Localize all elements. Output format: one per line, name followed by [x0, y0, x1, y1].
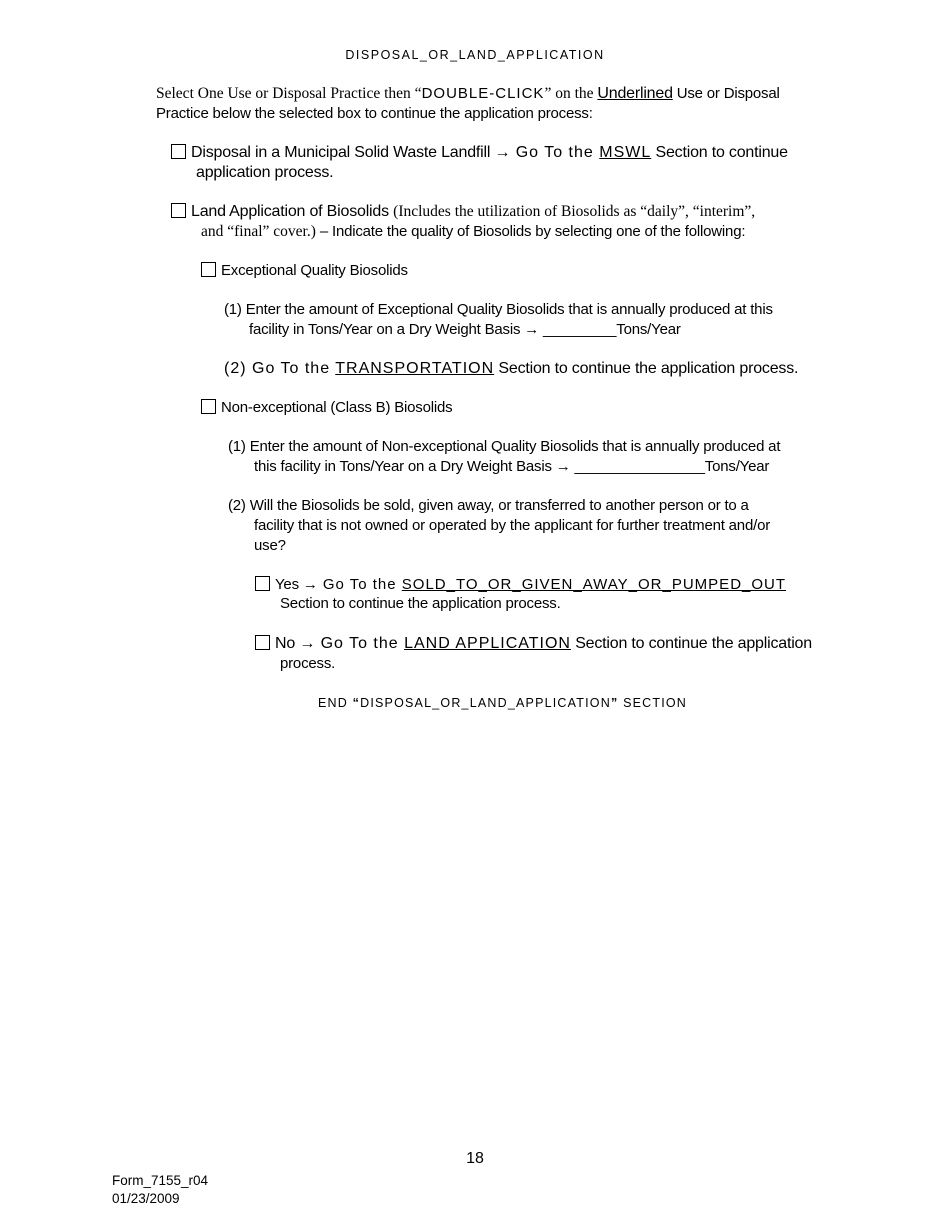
option-yes: Yes → Go To the SOLD_TO_OR_GIVEN_AWAY_OR_PUMPED_OUT — [255, 575, 786, 594]
intro-line-1: Select One Use or Disposal Practice then “DOUBLE-CLICK” on the Underlined Use or Disposal — [156, 85, 780, 102]
eq-item-1-line-1: (1) Enter the amount of Exceptional Quality Biosolids that is annually produced at this — [224, 301, 773, 318]
land-application-link[interactable]: LAND APPLICATION — [404, 635, 571, 652]
land-application-line-2: and “final” cover.) – Indicate the quality of Biosolids by selecting one of the following: — [201, 223, 746, 240]
arrow-right-icon: → — [494, 144, 511, 161]
sold-given-away-link[interactable]: SOLD_TO_OR_GIVEN_AWAY_OR_PUMPED_OUT — [401, 576, 787, 593]
ne-tons-per-year-field[interactable]: ________________Tons/Year — [570, 458, 770, 475]
yes-checkbox[interactable] — [255, 576, 270, 591]
page-number: 18 — [466, 1150, 484, 1167]
ne-item-2-line-1: (2) Will the Biosolids be sold, given away, or transferred to another person or to a — [228, 497, 749, 514]
mswl-line-2: application process. — [196, 164, 334, 181]
land-application-checkbox[interactable] — [171, 203, 186, 218]
eq-item-2: (2) Go To the TRANSPORTATION Section to continue the application process. — [224, 360, 799, 377]
non-exceptional-checkbox[interactable] — [201, 399, 216, 414]
transportation-link[interactable]: TRANSPORTATION — [335, 360, 495, 377]
ne-item-2-line-3: use? — [254, 537, 286, 554]
option-mswl: Disposal in a Municipal Solid Waste Landfill → Go To the MSWL Section to continue — [171, 143, 788, 162]
ne-item-1-line-1: (1) Enter the amount of Non-exceptional Quality Biosolids that is annually produced at — [228, 438, 781, 455]
eq-item-1-line-2: facility in Tons/Year on a Dry Weight Basis → _________Tons/Year — [249, 321, 681, 338]
no-checkbox[interactable] — [255, 635, 270, 650]
page-header: DISPOSAL_OR_LAND_APPLICATION — [345, 48, 605, 62]
mswl-checkbox[interactable] — [171, 144, 186, 159]
exceptional-quality-checkbox[interactable] — [201, 262, 216, 277]
option-exceptional-quality: Exceptional Quality Biosolids — [201, 261, 408, 280]
arrow-right-icon: → — [299, 635, 316, 652]
intro-line-2: Practice below the selected box to continue the application process: — [156, 105, 593, 122]
arrow-right-icon: → — [524, 321, 540, 338]
eq-tons-per-year-field[interactable]: _________Tons/Year — [539, 321, 681, 338]
option-no: No → Go To the LAND APPLICATION Section to continue the application — [255, 634, 812, 653]
end-section-label: END “DISPOSAL_OR_LAND_APPLICATION” SECTION — [318, 696, 688, 710]
arrow-right-icon: → — [555, 458, 571, 475]
ne-item-1-line-2: this facility in Tons/Year on a Dry Weight Basis → ________________Tons/Year — [254, 458, 770, 475]
option-non-exceptional: Non-exceptional (Class B) Biosolids — [201, 398, 452, 417]
ne-item-2-line-2: facility that is not owned or operated by the applicant for further treatment and/or — [254, 517, 771, 534]
form-date: 01/23/2009 — [112, 1191, 180, 1206]
mswl-link[interactable]: MSWL — [599, 144, 652, 161]
yes-line-2: Section to continue the application process. — [280, 595, 561, 612]
form-number: Form_7155_r04 — [112, 1173, 209, 1188]
arrow-right-icon: → — [302, 576, 318, 593]
no-line-2: process. — [280, 655, 336, 672]
option-land-application: Land Application of Biosolids (Includes the utilization of Biosolids as “daily”, “interim”, — [171, 202, 755, 221]
